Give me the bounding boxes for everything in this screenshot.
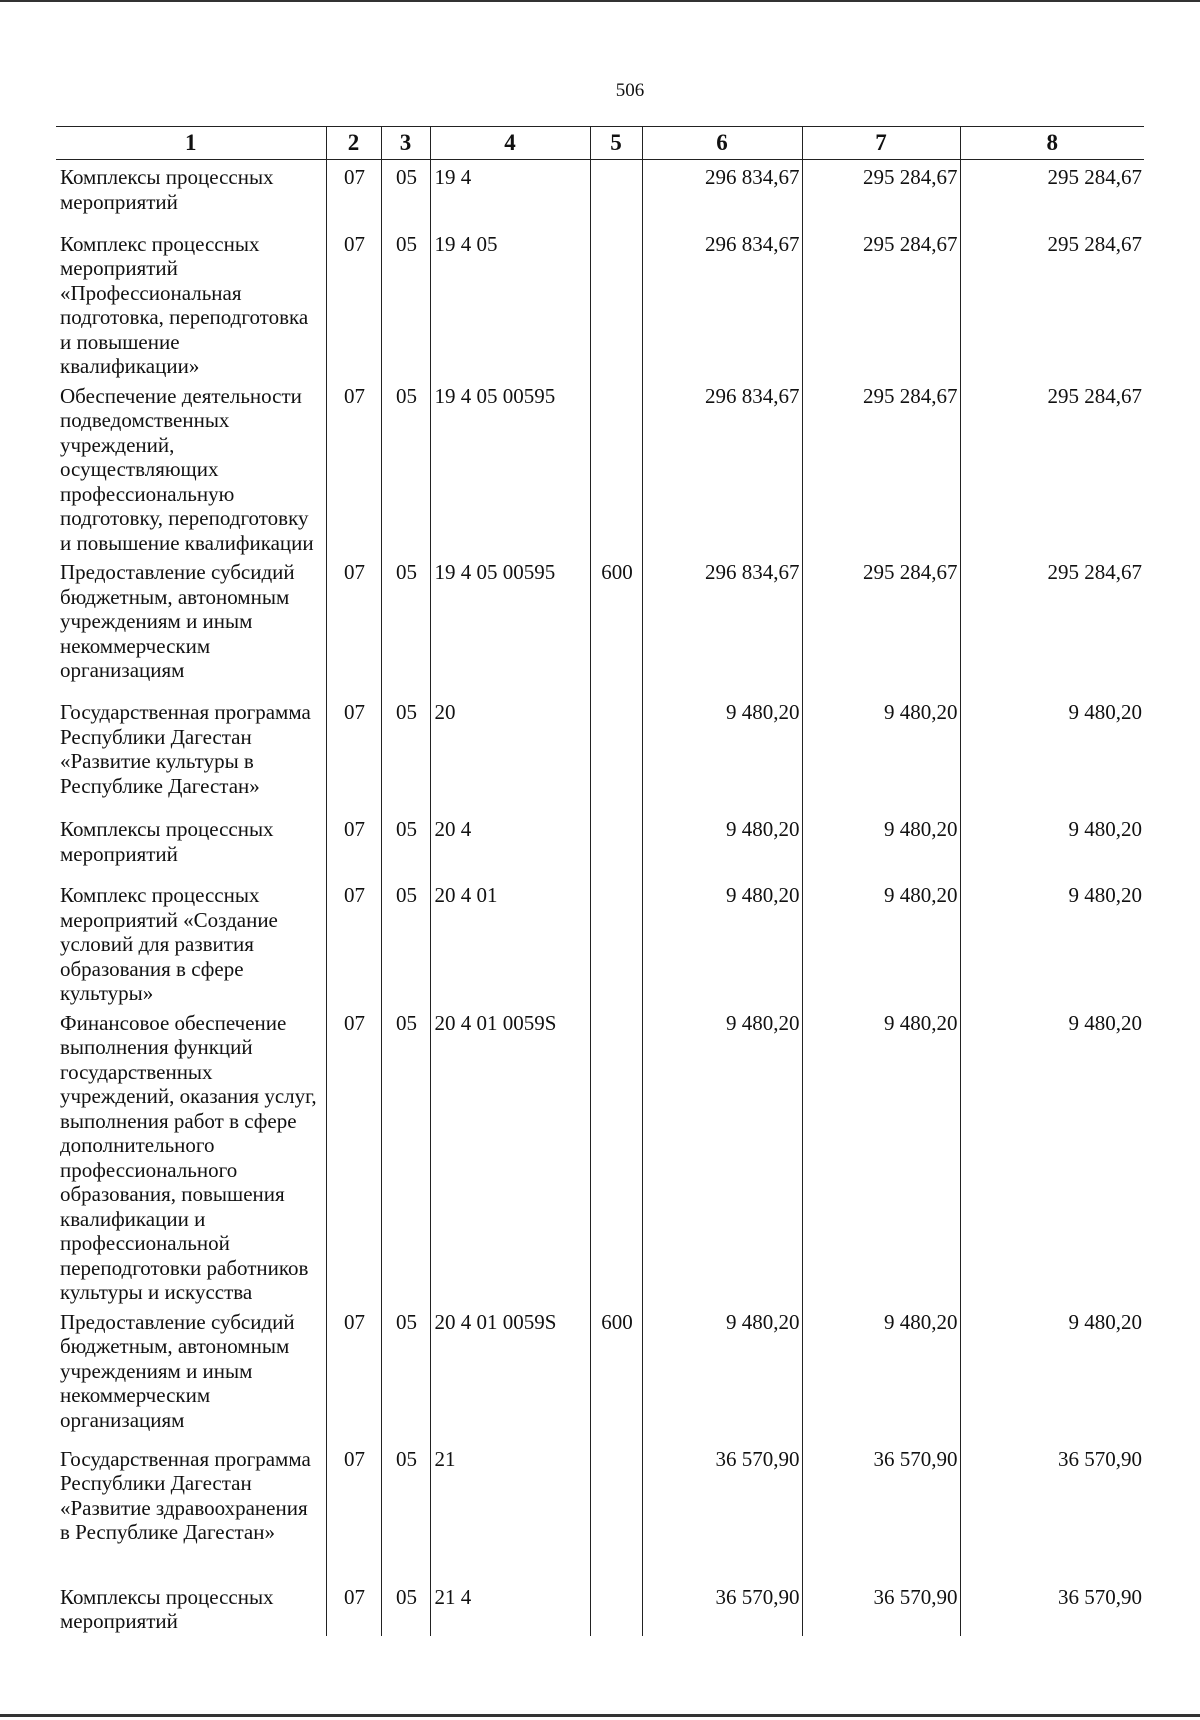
- target-article-code: 19 4 05 00595: [430, 379, 590, 556]
- subsection-code: 05: [381, 227, 430, 379]
- amount-year3: 9 480,20: [960, 1006, 1144, 1305]
- expense-type-code: [590, 1442, 642, 1580]
- subsection-code: 05: [381, 1442, 430, 1580]
- amount-year2: 295 284,67: [802, 227, 960, 379]
- amount-year3: 295 284,67: [960, 160, 1144, 227]
- expense-type-code: [590, 695, 642, 812]
- section-code: 07: [326, 1305, 381, 1442]
- row-name: Комплекс процессных мероприятий «Профессиональная подготовка, переподготовка и повышение квалификации»: [56, 227, 326, 379]
- subsection-code: 05: [381, 1580, 430, 1636]
- amount-year1: 9 480,20: [642, 812, 802, 878]
- table-row: [56, 1442, 1144, 1580]
- scan-edge-top: [0, 0, 1200, 2]
- target-article-code: 19 4 05 00595: [430, 555, 590, 695]
- amount-year2: 9 480,20: [802, 695, 960, 812]
- amount-year2: 295 284,67: [802, 160, 960, 227]
- amount-year1: 9 480,20: [642, 878, 802, 1006]
- row-name: Финансовое обеспечение выполнения функций государственных учреждений, оказания услуг, выполнения работ в сфере дополнительного профессионального образования, повышения квалификации и профессиональной переподготовки работников культуры и искусства: [56, 1006, 326, 1305]
- table-row: [56, 695, 1144, 812]
- expense-type-code: 600: [590, 1305, 642, 1442]
- amount-year2: 36 570,90: [802, 1580, 960, 1636]
- scan-edge-bottom: [0, 1714, 1200, 1717]
- column-number-row: [56, 127, 1144, 160]
- expense-type-code: [590, 1006, 642, 1305]
- amount-year1: 36 570,90: [642, 1442, 802, 1580]
- amount-year3: 295 284,67: [960, 227, 1144, 379]
- row-name: Комплексы процессных мероприятий: [56, 160, 326, 227]
- table-row: [56, 812, 1144, 878]
- table-row: [56, 160, 1144, 227]
- amount-year2: 295 284,67: [802, 555, 960, 695]
- amount-year3: 36 570,90: [960, 1580, 1144, 1636]
- row-name: Комплекс процессных мероприятий «Создание условий для развития образования в сфере культуры»: [56, 878, 326, 1006]
- table-row: [56, 1006, 1144, 1305]
- amount-year1: 36 570,90: [642, 1580, 802, 1636]
- subsection-code: 05: [381, 1006, 430, 1305]
- target-article-code: 19 4 05: [430, 227, 590, 379]
- row-name: Предоставление субсидий бюджетным, автономным учреждениям и иным некоммерческим организациям: [56, 1305, 326, 1442]
- row-name: Государственная программа Республики Дагестан «Развитие культуры в Республике Дагестан»: [56, 695, 326, 812]
- table-row: [56, 227, 1144, 379]
- expense-type-code: [590, 1580, 642, 1636]
- row-name: Предоставление субсидий бюджетным, автономным учреждениям и иным некоммерческим организациям: [56, 555, 326, 695]
- target-article-code: 20: [430, 695, 590, 812]
- target-article-code: 20 4 01 0059S: [430, 1305, 590, 1442]
- page-number: 506: [615, 80, 645, 101]
- column-header: 4: [430, 127, 590, 160]
- column-header: 3: [381, 127, 430, 160]
- expense-type-code: 600: [590, 555, 642, 695]
- amount-year3: 9 480,20: [960, 878, 1144, 1006]
- section-code: 07: [326, 555, 381, 695]
- expense-type-code: [590, 812, 642, 878]
- amount-year1: 296 834,67: [642, 227, 802, 379]
- target-article-code: 20 4 01: [430, 878, 590, 1006]
- expense-type-code: [590, 878, 642, 1006]
- subsection-code: 05: [381, 1305, 430, 1442]
- target-article-code: 20 4 01 0059S: [430, 1006, 590, 1305]
- amount-year2: 36 570,90: [802, 1442, 960, 1580]
- expense-type-code: [590, 160, 642, 227]
- column-header: 5: [590, 127, 642, 160]
- target-article-code: 19 4: [430, 160, 590, 227]
- row-name: Комплексы процессных мероприятий: [56, 812, 326, 878]
- amount-year2: 9 480,20: [802, 1305, 960, 1442]
- amount-year2: 295 284,67: [802, 379, 960, 556]
- target-article-code: 21: [430, 1442, 590, 1580]
- subsection-code: 05: [381, 379, 430, 556]
- section-code: 07: [326, 695, 381, 812]
- target-article-code: 21 4: [430, 1580, 590, 1636]
- amount-year1: 9 480,20: [642, 695, 802, 812]
- amount-year2: 9 480,20: [802, 812, 960, 878]
- section-code: 07: [326, 227, 381, 379]
- subsection-code: 05: [381, 812, 430, 878]
- amount-year1: 9 480,20: [642, 1305, 802, 1442]
- subsection-code: 05: [381, 878, 430, 1006]
- budget-table: [56, 126, 1144, 1636]
- amount-year3: 9 480,20: [960, 695, 1144, 812]
- expense-type-code: [590, 379, 642, 556]
- table-row: [56, 555, 1144, 695]
- amount-year1: 9 480,20: [642, 1006, 802, 1305]
- table-row: [56, 878, 1144, 1006]
- table-row: [56, 1580, 1144, 1636]
- amount-year2: 9 480,20: [802, 878, 960, 1006]
- subsection-code: 05: [381, 160, 430, 227]
- table-row: [56, 379, 1144, 556]
- target-article-code: 20 4: [430, 812, 590, 878]
- row-name: Государственная программа Республики Дагестан «Развитие здравоохранения в Республике Дагестан»: [56, 1442, 326, 1580]
- amount-year3: 9 480,20: [960, 1305, 1144, 1442]
- section-code: 07: [326, 878, 381, 1006]
- amount-year3: 36 570,90: [960, 1442, 1144, 1580]
- section-code: 07: [326, 379, 381, 556]
- amount-year2: 9 480,20: [802, 1006, 960, 1305]
- column-header: 2: [326, 127, 381, 160]
- subsection-code: 05: [381, 555, 430, 695]
- section-code: 07: [326, 1442, 381, 1580]
- column-header: 1: [56, 127, 326, 160]
- row-name: Обеспечение деятельности подведомственных учреждений, осуществляющих профессиональную подготовку, переподготовку и повышение квалификации: [56, 379, 326, 556]
- row-name: Комплексы процессных мероприятий: [56, 1580, 326, 1636]
- amount-year3: 295 284,67: [960, 555, 1144, 695]
- amount-year1: 296 834,67: [642, 555, 802, 695]
- amount-year1: 296 834,67: [642, 160, 802, 227]
- column-header: 7: [802, 127, 960, 160]
- section-code: 07: [326, 1006, 381, 1305]
- table-row: [56, 1305, 1144, 1442]
- amount-year1: 296 834,67: [642, 379, 802, 556]
- section-code: 07: [326, 160, 381, 227]
- section-code: 07: [326, 812, 381, 878]
- amount-year3: 9 480,20: [960, 812, 1144, 878]
- column-header: 6: [642, 127, 802, 160]
- expense-type-code: [590, 227, 642, 379]
- section-code: 07: [326, 1580, 381, 1636]
- amount-year3: 295 284,67: [960, 379, 1144, 556]
- subsection-code: 05: [381, 695, 430, 812]
- column-header: 8: [960, 127, 1144, 160]
